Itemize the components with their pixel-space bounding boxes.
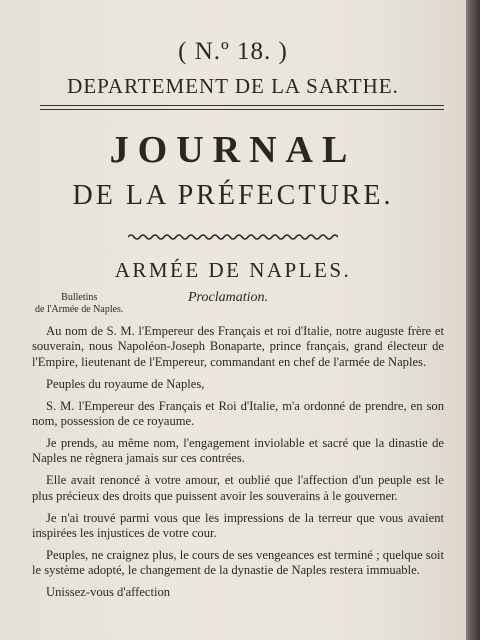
margin-note-line-2: de l'Armée de Naples.	[35, 304, 124, 315]
journal-title: JOURNAL	[109, 129, 357, 171]
double-rule-bottom	[40, 109, 444, 110]
paragraph: Unissez-vous d'affection	[46, 585, 171, 600]
margin-note	[35, 292, 123, 316]
proclamation-label: Proclamation.	[188, 290, 268, 305]
section-heading: ARMÉE DE NAPLES.	[114, 258, 352, 282]
paragraph: Je n'ai trouvé parmi vous que les impressions de la terreur que vous avaient inspirées les injustices de votre cour.	[32, 510, 444, 540]
paragraph: S. M. l'Empereur des Français et Roi d'Italie, m'a ordonné de prendre, en son nom, possession de ce royaume.	[32, 398, 444, 429]
paragraph: Elle avait renoncé à votre amour, et oublié que l'affection d'un peuple est le plus précieux des droits que puissent avoir les souverains à le gouverner.	[32, 473, 444, 503]
wavy-ornament-icon	[128, 232, 338, 242]
double-rule-top	[40, 105, 444, 106]
paragraph: Peuples, ne craignez plus, le cours de ses vengeances est terminé ; quelque soit le système adopté, le changement de la dynastie de Naples restera immuable.	[32, 547, 444, 578]
paragraph: Au nom de S. M. l'Empereur des Français et roi d'Italie, notre auguste frère et souverain, nous Napoléon-Joseph Bonaparte, prince français, grand électeur de l'Empire, lieutenant de l'Empereur, commandant en chef de l'armée de Naples.	[32, 324, 444, 369]
journal-subtitle: DE LA PRÉFECTURE.	[72, 180, 394, 211]
article-body	[32, 324, 444, 607]
issue-number: ( N.º 18. )	[178, 38, 288, 65]
margin-note-line-1: Bulletins	[61, 292, 98, 303]
paragraph: Je prends, au même nom, l'engagement inviolable et sacré que la dinastie de Naples ne règnera jamais sur ces contrées.	[32, 435, 444, 466]
book-edge	[466, 0, 480, 640]
department-heading: DEPARTEMENT DE LA SARTHE.	[67, 74, 399, 98]
paragraph: Peuples du royaume de Naples,	[46, 376, 205, 391]
